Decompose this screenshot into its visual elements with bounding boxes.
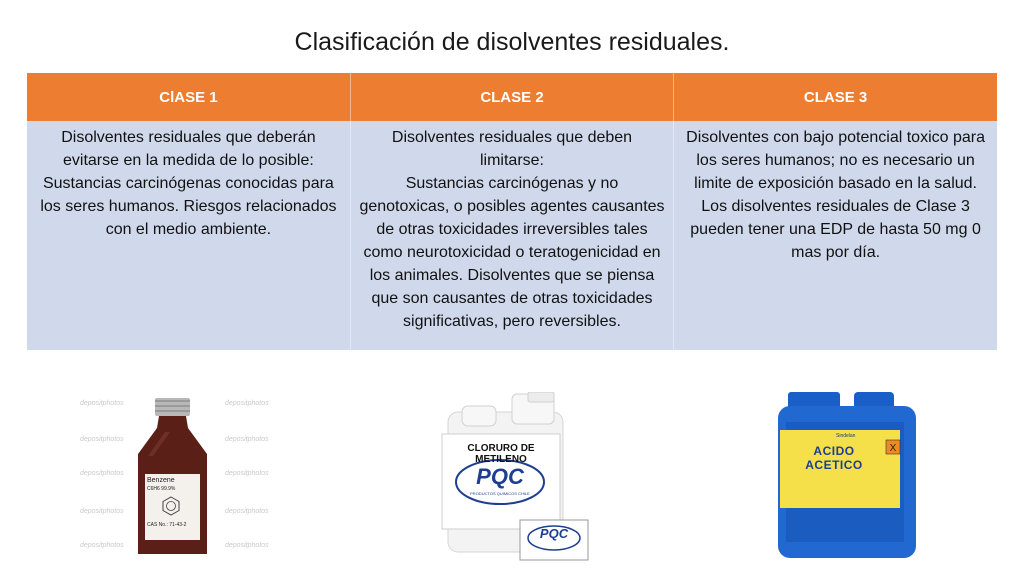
benzene-label-name: Benzene [147,477,175,484]
blue-can-graphic [776,392,926,562]
cell-clase-1 [27,121,350,350]
benzene-label-formula: C6H6 99.9% [147,486,176,492]
cell-clase-1-text: Disolventes residuales que deberán evitarse en la medida de lo posible: Sustancias carcinógenas conocidas para los seres humanos. Riesgos relacionados con el medio ambiente. [40,129,337,238]
watermark-text: depositphotos [225,436,269,443]
jerrycan-label-title: CLORURO DE METILENO [467,443,535,465]
cell-clase-2 [350,121,673,350]
benzene-bottle-image [75,392,270,560]
benzene-ring-icon [161,496,181,516]
watermark-text: depositphotos [80,400,124,407]
watermark-text: depositphotos [80,508,124,515]
acido-acetico-image [776,392,926,562]
cloruro-de-metileno-image [440,392,590,562]
watermark-text: depositphotos [225,400,269,407]
cell-clase-2-text: Disolventes residuales que deben limitarse: Sustancias carcinógenas y no genotoxicas, o posibles agentes causantes de otras toxicidades irreversibles tales como neurotoxicidad o teratogenicidad en los animales. Disolventes que se piensa que son causantes de otras toxicidades significativas, pero reversibles. [359,129,665,330]
watermark-text: depositphotos [225,542,269,549]
header-clase-2: CLASE 2 [350,73,673,121]
cell-clase-3-text: Disolventes con bajo potencial toxico para los seres humanos; no es necesario un limite de exposición basado en la salud. Los disolventes residuales de Clase 3 pueden tener una EDP de hasta 50 mg 0 mas por día. [686,129,985,261]
header-clase-3: CLASE 3 [674,73,997,121]
benzene-label-cas: CAS No.: 71-43-2 [147,522,187,528]
svg-text:X: X [889,443,897,454]
cell-clase-3 [674,121,997,350]
watermark-text: depositphotos [225,470,269,477]
header-clase-1: ClASE 1 [27,73,350,121]
benzene-label [147,476,198,530]
watermark-text: depositphotos [80,542,124,549]
watermark-text: depositphotos [225,508,269,515]
watermark-text: depositphotos [80,436,124,443]
classification-table [27,73,997,350]
page-title: Clasificación de disolventes residuales. [294,28,730,56]
acido-acetico-label: ACIDO ACETICO [805,444,863,472]
brand-label: Sindelan [836,433,856,439]
pqc-logo: PQC [476,464,524,489]
watermark-text: depositphotos [80,470,124,477]
pqc-tagline: PRODUCTOS QUIMICOS CHILE [470,491,530,496]
pqc-logo-small: PQC [539,526,569,541]
